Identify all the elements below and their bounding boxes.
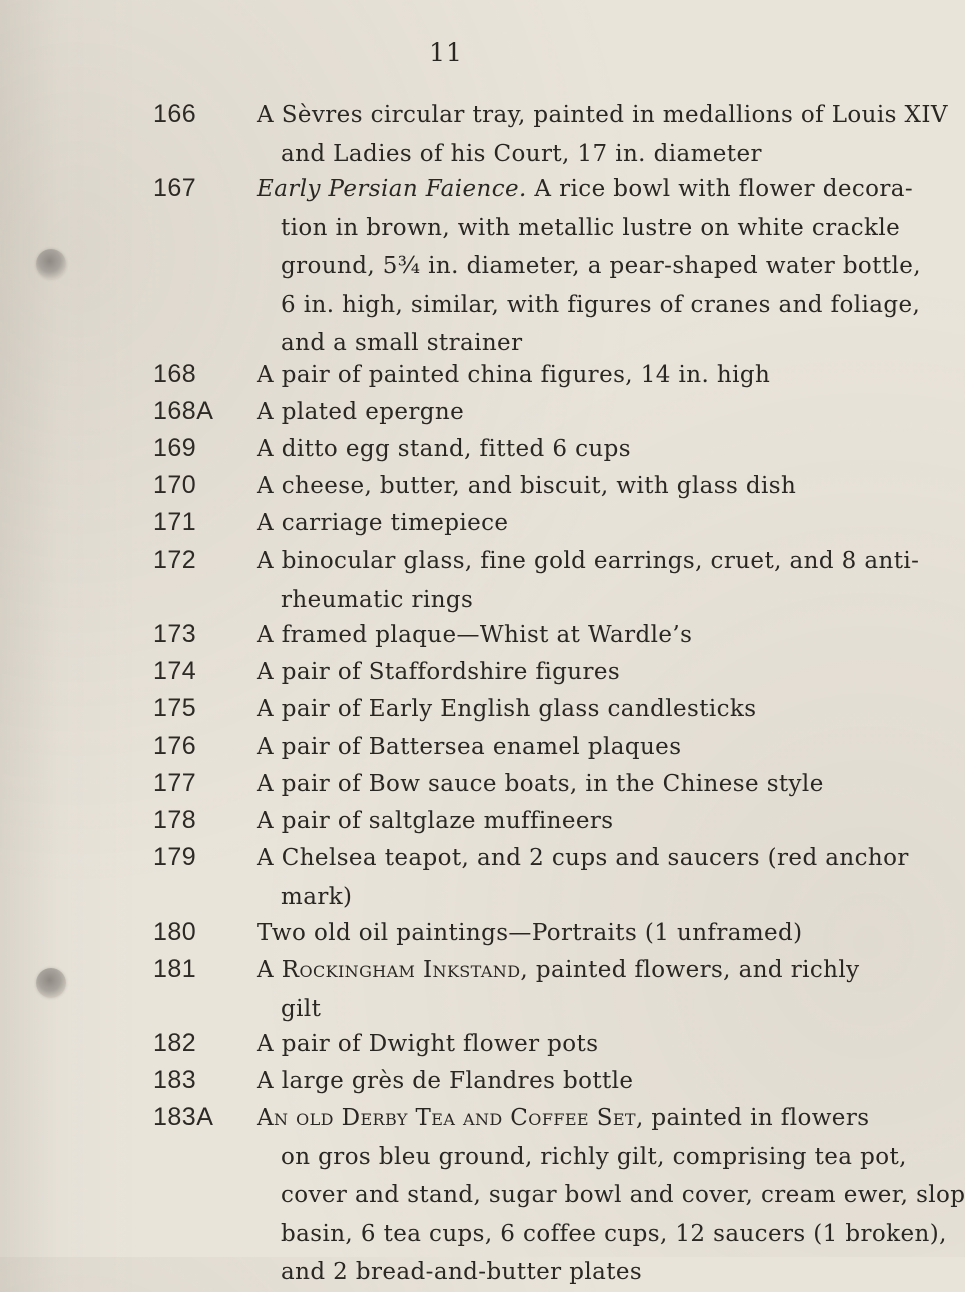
lot-description: Two old oil paintings—Portraits (1 unframed) <box>257 920 803 946</box>
lot-description: A Rockingham Inkstand, painted flowers, and richly gilt <box>257 957 860 1022</box>
lot-number: 181 <box>153 955 197 983</box>
lot-number: 179 <box>153 843 197 871</box>
lot-description: A ditto egg stand, fitted 6 cups <box>257 436 631 462</box>
lot-description: A pair of saltglaze muffineers <box>257 808 614 834</box>
lot-description: A Sèvres circular tray, painted in medallions of Louis XIV and Ladies of his Court, 17 in. diameter <box>257 102 948 167</box>
lot-number: 175 <box>153 694 197 722</box>
lot-number: 183A <box>153 1103 214 1131</box>
lot-number: 172 <box>153 546 197 574</box>
lot-description: A large grès de Flandres bottle <box>257 1068 634 1094</box>
lot-number: 168A <box>153 397 214 425</box>
lot-description: A pair of Early English glass candlesticks <box>257 696 757 722</box>
binder-hole <box>36 249 66 279</box>
lot-description: A carriage timepiece <box>257 510 509 536</box>
lot-number: 176 <box>153 732 197 760</box>
lot-number: 167 <box>153 174 197 202</box>
lot-number: 173 <box>153 620 197 648</box>
lot-number: 182 <box>153 1029 197 1057</box>
lot-number: 169 <box>153 434 197 462</box>
binder-hole <box>36 968 66 998</box>
page-number: 11 <box>429 38 463 67</box>
lot-number: 168 <box>153 360 197 388</box>
lot-number: 171 <box>153 508 197 536</box>
lot-number: 178 <box>153 806 197 834</box>
lot-description: A framed plaque—Whist at Wardle’s <box>257 622 693 648</box>
lot-description: A binocular glass, fine gold earrings, cruet, and 8 anti- rheumatic rings <box>257 548 920 613</box>
lot-description: A pair of painted china figures, 14 in. high <box>257 362 771 388</box>
lot-number: 174 <box>153 657 197 685</box>
lot-description: A cheese, butter, and biscuit, with glass dish <box>257 473 797 499</box>
lot-number: 183 <box>153 1066 197 1094</box>
lot-number: 166 <box>153 100 197 128</box>
lot-description: A Chelsea teapot, and 2 cups and saucers (red anchor mark) <box>257 845 909 910</box>
lot-description: A pair of Dwight flower pots <box>257 1031 599 1057</box>
lot-number: 177 <box>153 769 197 797</box>
lot-number: 170 <box>153 471 197 499</box>
lot-heading: Early Persian Faience. <box>257 176 527 202</box>
lot-description: A pair of Staffordshire figures <box>257 659 621 685</box>
lot-description: A pair of Battersea enamel plaques <box>257 734 682 760</box>
lot-heading: An old Derby Tea and Coffee Set, <box>257 1105 644 1131</box>
lot-description: A pair of Bow sauce boats, in the Chinese style <box>257 771 824 797</box>
lot-description: An old Derby Tea and Coffee Set, painted in flowers on gros bleu ground, richly gilt, comprising tea pot, cover and stand, sugar bowl and cover, cream ewer, slop basin, 6 tea cups, 6 coffee cups, 12 saucers (1 broken), and 2 bread-and-butter plates <box>257 1105 965 1285</box>
lot-description: A plated epergne <box>257 399 465 425</box>
lot-number: 180 <box>153 918 197 946</box>
lot-heading: A Rockingham Inkstand, <box>257 957 529 983</box>
lot-description: Early Persian Faience. A rice bowl with flower decora- tion in brown, with metallic lustre on white crackle ground, 5¾ in. diameter, a pear-shaped water bottle, 6 in. high, similar, with figures of cranes and foliage, and a small strainer <box>257 176 921 356</box>
